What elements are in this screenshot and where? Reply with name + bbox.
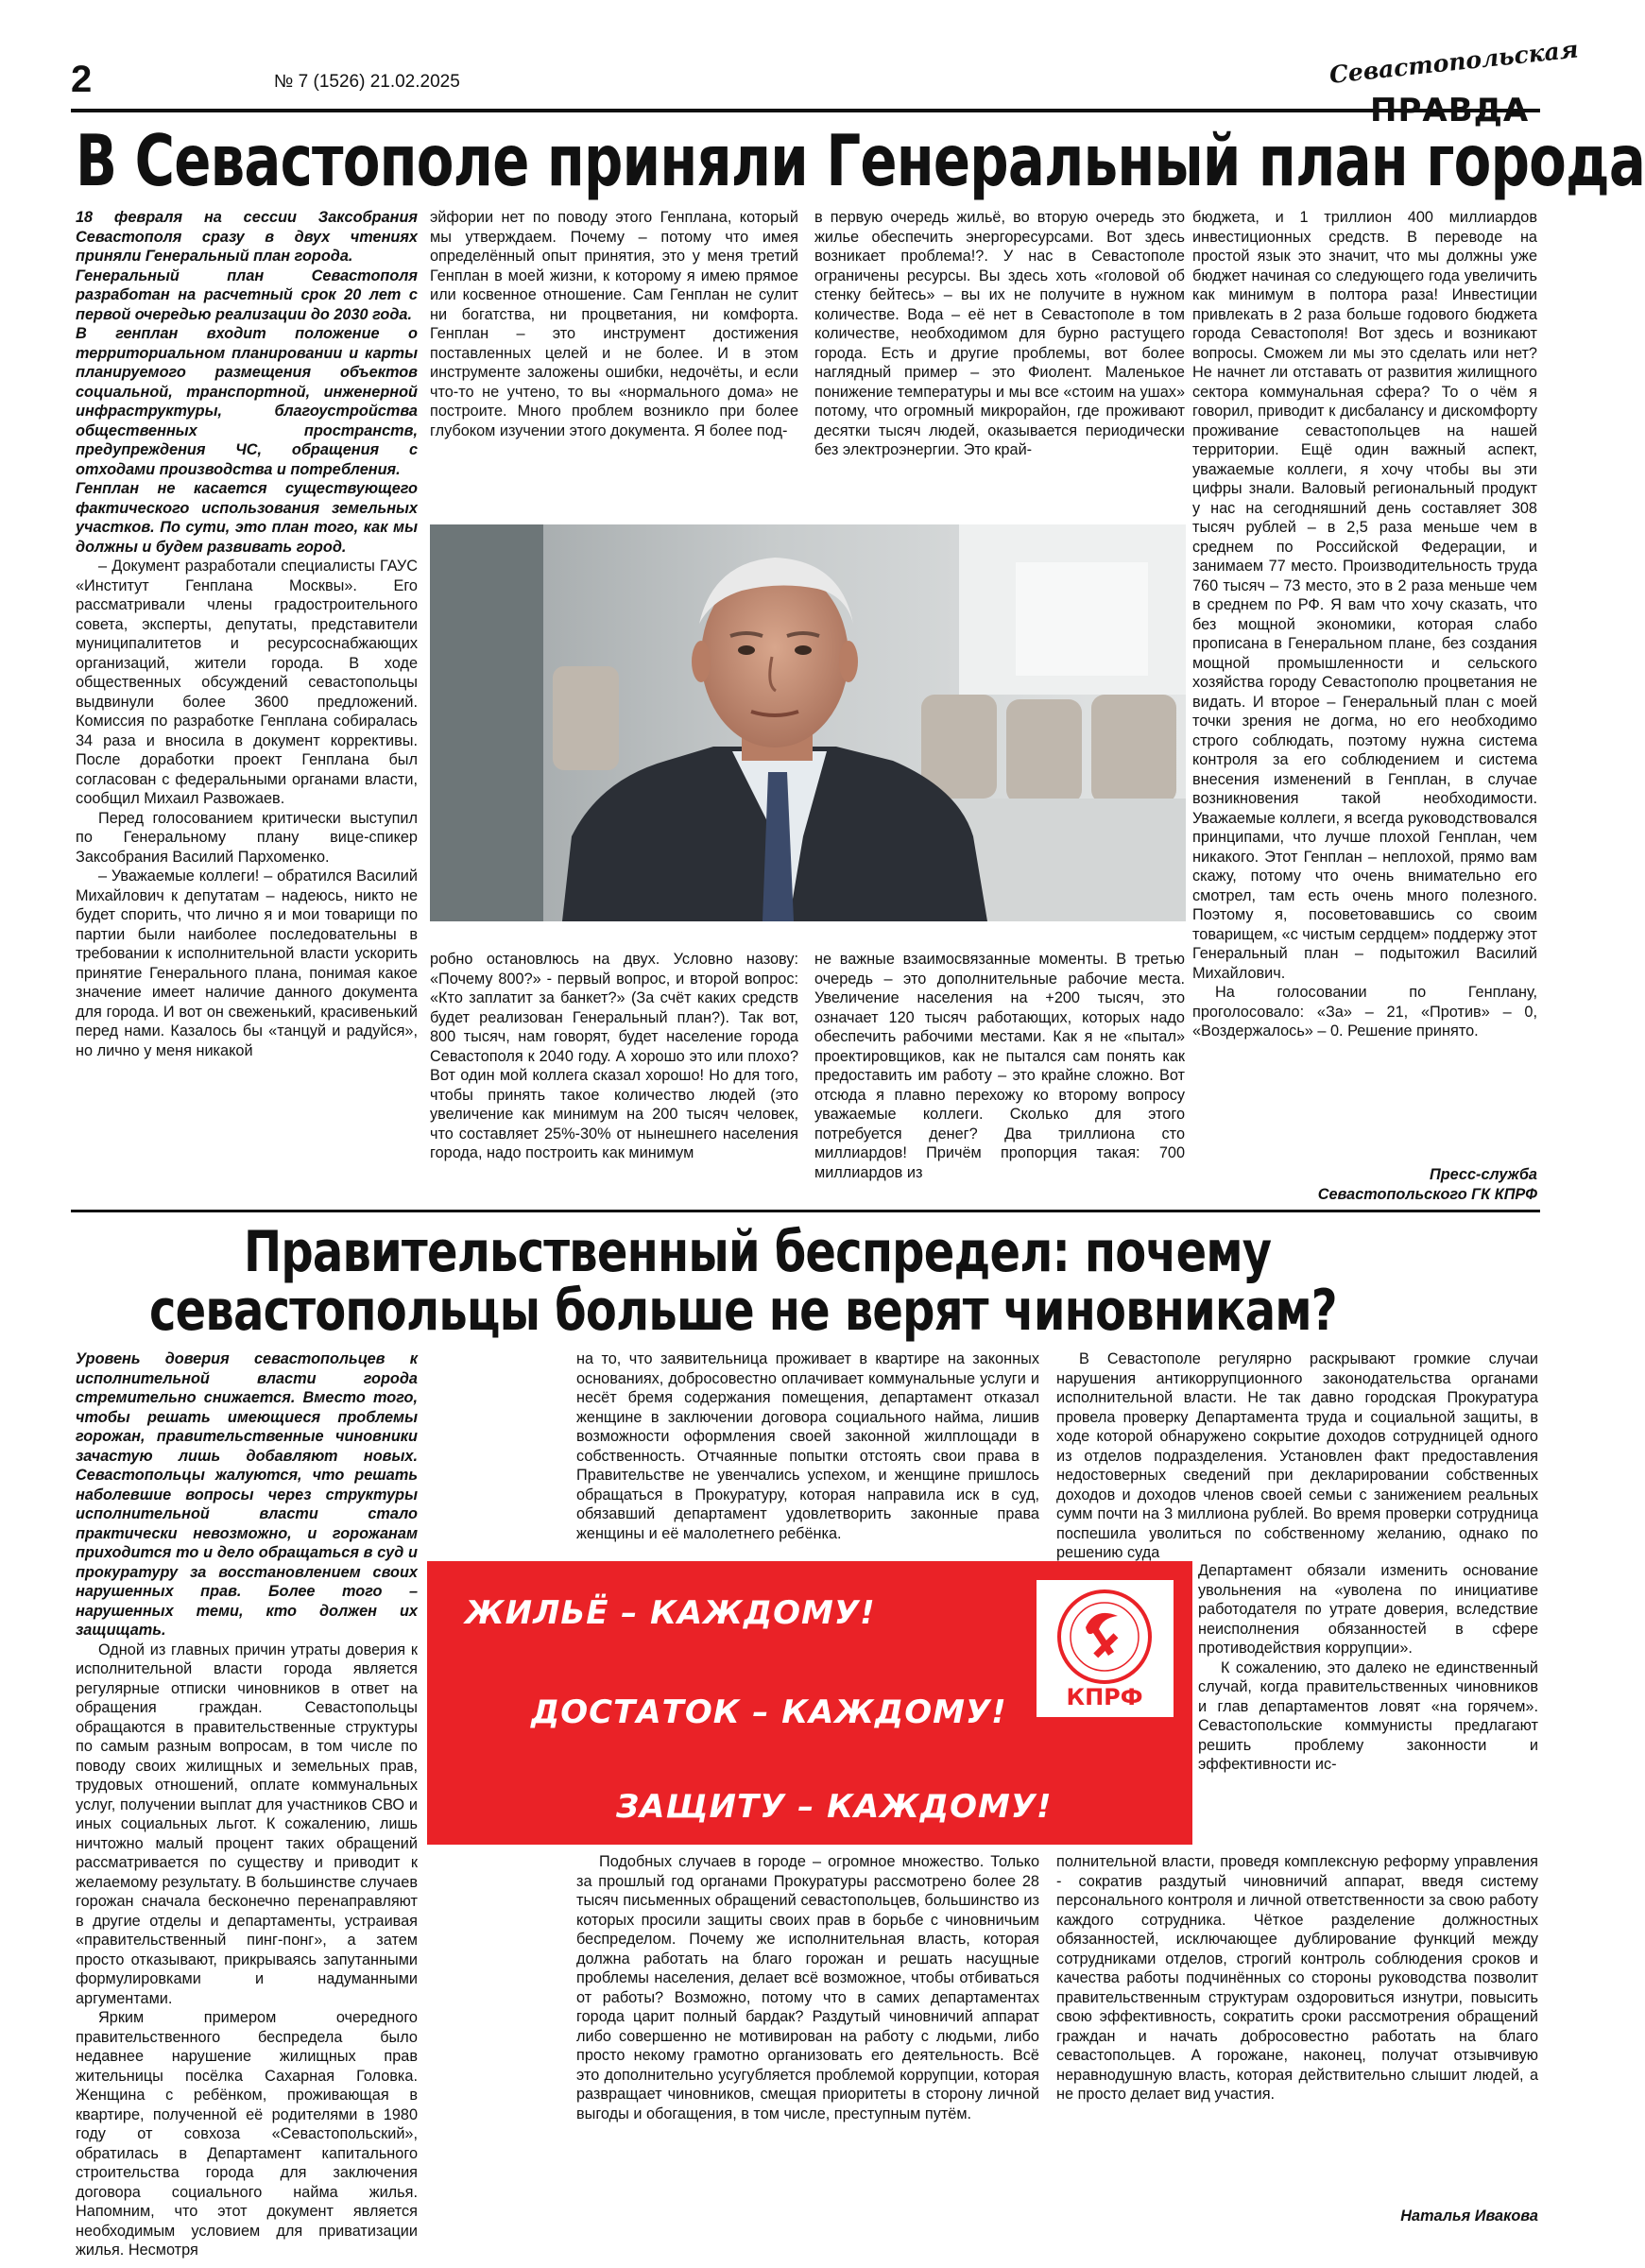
signature-line-1: Пресс-служба bbox=[1430, 1166, 1537, 1183]
logo-top-text: Севастопольская bbox=[1328, 35, 1580, 89]
article2-headline-line2: севастопольцы больше не верят чиновникам? bbox=[149, 1278, 1337, 1344]
article2-col1-paragraph: Уровень доверия севастопольцев к исполнительной власти города стремительно снижается. Вместо того, чтобы решать имеющиеся проблемы горожан, правительственные чиновники зачастую лишь добавляют новых. Севастопольцы жалуются, что решать наболевшие вопросы через структуры исполнительной власти стало практически невозможно, и горожанам приходится то и дело обращаться в суд и прокуратуру за восстановлением своих нарушенных прав. Более того – нарушенных теми, кто должен их защищать. bbox=[76, 1350, 418, 1639]
article1-col2-bottom bbox=[430, 950, 798, 1205]
article2-col3-bottom-text: полнительной власти, проведя комплексную реформу управления - сократив раздутый чиновничий аппарат, введя систему персонального контроля и личной ответственности за свою работу каждого сотрудника. Чёткое разделение должностных обязанностей, исключающее дублирование функций между сотрудниками отделов, строгий контроль соблюдения сроков и качества работы подчинённых со стороны руководства позволит правительственным структурам оздоровиться изнутри, повысить свою эффективность, сократить сроки рассмотрения обращений граждан и начать добросовестно работать на благо севастопольцев. А горожане, наконец, получат отзывчивую неравнодушную власть, которая действительно слышит людей, а не просто делает вид участия. bbox=[1056, 1853, 1538, 2103]
header-rule bbox=[71, 109, 1540, 112]
kprf-slogan-banner bbox=[427, 1561, 1192, 1845]
article1-headline: В Севастополе приняли Генеральный план города bbox=[76, 119, 1645, 202]
banner-line-1: ЖИЛЬЁ – КАЖДОМУ! bbox=[465, 1594, 876, 1632]
article2-col3-mid bbox=[1198, 1561, 1538, 1845]
article1-col3-top-text: в первую очередь жильё, во вторую очередь это жилье обеспечить энергоресурсами. Вот здесь возникает проблема!?. У нас в Севастополе ограничены ресурсы. Вы здесь хоть «головой об стенку бейтесь» – вы их не получите в нужном количестве. Вода – её нет в Севастополе в том количестве, необходимом для бурно растущего города. Есть и другие проблемы, вот более наглядный пример – это Фиолент. Маленькое понижение температуры и мы все «стоим на ушах» потому, что огромный микрорайон, где проживают десятки тысяч людей, оказывается периодически без электроэнергии. Это край- bbox=[814, 209, 1185, 458]
article1-col1 bbox=[76, 208, 418, 1210]
article2-headline-line1: Правительственный беспредел: почему bbox=[244, 1219, 1272, 1285]
article1-col4-paragraph: бюджета, и 1 триллион 400 миллиардов инвестиционных средств. В переводе на простой язык это значит, что мы должны уже бюджет начиная со следующего года увеличить как минимум в полтора раза! Инвестиции привлекать в 2 раза больше годового бюджета города Севастополя! Вот здесь и возникают вопросы. Сможем ли мы это сделать или нет? Не начнет ли отставать от развития жилищного сектора коммунальная сфера? То о чём я говорил, приводит к дисбалансу и дискомфорту проживание севастопольцев на нашей территории. Ещё один важный аспект, уважаемые коллеги, я хочу чтобы вы эти цифры знали. Валовый региональный продукт у нас на сегодняшний день составляет 308 тысяч рублей – в 2,5 раза меньше чем в среднем по Российской Федерации, и занимаем 77 место. Производительность труда 760 тысяч – 73 место, это в 2 раза меньше чем в среднем по РФ. Я вам что хочу сказать, что без мощной экономики, которая слабо прописана в Генеральном плане, без создания мощной промышленности и сельского хозяйства городу Севастополю процветания не видать. И второе – Генеральный план с моей точки зрения не догма, но его необходимо строго соблюдать, поэтому нужна система контроля за его соблюдением и система внесения изменений в Генплан, в случае возникновения такой необходимости. Уважаемые коллеги, я всегда руководствовался принципами, что лучше плохой Генплан, чем никакого. Этот Генплан – неплохой, прямо вам скажу, потому что очень внимательно его смотрел, там есть очень много полезного. Поэтому я, посоветовавшись со своим товарищем, «с чистым сердцем» поддержу этот Генеральный план – подытожил Василий Михайлович. bbox=[1192, 209, 1537, 982]
article1-col3-bottom bbox=[814, 950, 1185, 1205]
banner-line-3: ЗАЩИТУ – КАЖДОМУ! bbox=[616, 1788, 1053, 1826]
article1-col2-bottom-text: робно остановлюсь на двух. Условно назову: «Почему 800?» - первый вопрос, и второй вопрос: «Кто заплатит за банкет?» (За счёт каких средств будет реализован Генеральный план?). Так вот, 800 тысяч, нам говорят, будет население города Севастополя к 2040 году. А хорошо это или плохо? Вот один мой коллега сказал хорошо! Но для того, чтобы принять такое количество людей (это увеличение как минимум на 200 тысяч человек, что составляет 25%-30% от нынешнего населения города, надо построить как минимум bbox=[430, 951, 798, 1161]
article2-col3-top-text: В Севастополе регулярно раскрывают громкие случаи нарушения антикоррупционного законодательства органами исполнительной власти. Не так давно городская Прокуратура провела проверку Департамента труда и социальной защиты, в ходе которой обнаружено сокрытие доходов сотрудницей одного из отделов подразделения. Установлен факт предоставления недостоверных сведений при декларировании собственных доходов и доходов членов своей семьи с занижением реальных сумм почти на 3 миллиона рублей. Во время проверки сотрудница поспешила уволиться по собственному желанию, однако по решению суда bbox=[1056, 1350, 1538, 1561]
article2-col3-mid-text: Департамент обязали изменить основание увольнения на «уволена по инициативе работодателя по утрате доверия, вследствие неисполнения обязанностей в сфере противодействия коррупции». bbox=[1198, 1562, 1538, 1657]
article2-col3-mid2-text: К сожалению, это далеко не единственный случай, когда правительственных чиновников и глав департаментов ловят «на горячем». Севастопольские коммунисты предлагают решить проблему законности и эффективности ис- bbox=[1198, 1658, 1538, 1773]
article1-col2-top-text: эйфории нет по поводу этого Генплана, который мы утверждаем. Почему – потому что имея определённый опыт принятия, это у меня третий Генплан в моей жизни, к которому я имею прямое или косвенное отношение. Сам Генплан не сулит ни богатства, ни процветания, ни комфорта. Генплан – это инструмент достижения поставленных целей и не более. И в этом инструменте заложены ошибки, недочёты, и если что-то не учтено, то вы «нормального дома» не построите. Много проблем возникло при более глубоком изучении этого документа. Я более под- bbox=[430, 209, 798, 439]
article1-col1-paragraph: 18 февраля на сессии Заксобрания Севастополя сразу в двух чтениях приняли Генеральный план города. bbox=[76, 209, 418, 265]
article2-author: Наталья Ивакова bbox=[1400, 2208, 1538, 2225]
article2-col3-top bbox=[1056, 1349, 1538, 1561]
article2-col1-paragraph: Одной из главных причин утраты доверия к исполнительной власти города является регулярные отписки чиновников в ответ на обращения граждан. Севастопольцы обращаются в правительственные структуры по самым разным вопросам, в том числе по поводу своих жилищных и земельных прав, трудовых отношений, оплате коммунальных услуг, получении выплат для участников СВО и иных социальных льгот. К сожалению, лишь ничтожно малый процент таких обращений рассматривается по существу и приводит к желаемому результату. В большинстве случаев горожан сначала бесконечно перенаправляют в другие отделы и департаменты, устраивая «правительственный пинг-понг», а затем просто отказывают, прикрываясь запутанными формулировками и надуманными аргументами. bbox=[76, 1641, 418, 2007]
article2-col2-bottom bbox=[576, 1852, 1039, 2207]
article2-col2-bottom-text: Подобных случаев в городе – огромное множество. Только за прошлый год органами Прокуратуры рассмотрено более 28 тысяч письменных обращений севастопольцев, большинство из которых просили защиты своих прав в борьбе с чиновничьим беспределом. Почему же исполнительная власть, которая должна работать на благо горожан и решать насущные проблемы населения, делает всё возможное, чтобы отбиваться от работы? Возможно, потому что в самих департаментах города царит полный бардак? Раздутый чиновничий аппарат либо совершенно не мотивирован на работу с людьми, либо просто некому грамотно организовать его деятельность. Всё это дополнительно усугубляется проблемой коррупции, которая развращает чиновников, смещая приоритеты в сторону личной выгоды и обогащения, в том числе, преступным путём. bbox=[576, 1853, 1039, 2122]
speaker-photo bbox=[430, 524, 1186, 921]
page-number: 2 bbox=[71, 59, 93, 100]
article1-col1-paragraph: Генеральный план Севастополя разработан на расчетный срок 20 лет с первой очередью реализации до 2030 года. bbox=[76, 266, 418, 323]
logo-bottom-text: ПРАВДА bbox=[1370, 92, 1530, 129]
article1-col4 bbox=[1192, 208, 1537, 1158]
kprf-logo bbox=[1037, 1580, 1174, 1717]
article2-col2-top-text: на то, что заявительница проживает в квартире на законных основаниях, добросовестно оплачивает коммунальные услуги и несёт бремя содержания помещения, департамент отказал женщине в заключении договора социального найма, лишив возможности оформления своей законной жилплощади в собственность. Отчаянные попытки отстоять свои права в Правительстве не увенчались успехом, и женщине пришлось обращаться в Прокуратуру, которая направила иск в суд, обязавший департамент удовлетворить законные права женщины и её малолетнего ребёнка. bbox=[576, 1350, 1039, 1542]
article2-col3-bottom bbox=[1056, 1852, 1538, 2202]
signature-line-2: Севастопольского ГК КПРФ bbox=[1317, 1185, 1537, 1203]
article1-col2-top bbox=[430, 208, 798, 524]
article1-col4-paragraph: На голосовании по Генплану, проголосовало: «За» – 21, «Против» – 0, «Воздержалось» – 0. Решение принято. bbox=[1192, 984, 1537, 1040]
article1-col1-paragraph: – Документ разработали специалисты ГАУС «Институт Генплана Москвы». Его рассматривали члены градостроительного совета, эксперты, депутаты, представители муниципалитетов и ресурсоснабжающих организаций, жители города. В ходе общественных обсуждений севастопольцы выдвинули более 3600 предложений. Комиссия по разработке Генплана собиралась 34 раза и вносила в документ коррективы. После доработки проект Генплана был согласован с федеральными органами власти, сообщил Михаил Развожаев. bbox=[76, 558, 418, 807]
article2-col1 bbox=[76, 1349, 418, 2259]
issue-info: № 7 (1526) 21.02.2025 bbox=[274, 72, 460, 92]
article2-col2-top bbox=[576, 1349, 1039, 1557]
article1-col3-bottom-text: не важные взаимосвязанные моменты. В третью очередь – это дополнительные рабочие места. Увеличение населения на +200 тысяч, это означает 120 тысяч работающих, которых надо обеспечить рабочими местами. Как я не «пытал» проектировщиков, как не пытался сам понять как предоставить им работу – это крайне сложно. Вот отсюда я плавно перехожу ко второму вопросу уважаемые коллеги. Сколько для этого потребуется денег? Два триллиона сто миллиардов! Причём пропорция такая: 700 миллиардов из bbox=[814, 951, 1185, 1181]
article-separator bbox=[71, 1210, 1540, 1212]
kprf-logo-text: КПРФ bbox=[1066, 1684, 1143, 1710]
banner-line-2: ДОСТАТОК – КАЖДОМУ! bbox=[531, 1693, 1007, 1731]
article1-col1-paragraph: – Уважаемые коллеги! – обратился Василий Михайлович к депутатам – надеюсь, никто не будет спорить, что лично я и мои товарищи по партии были наиболее последовательны в требовании к исполнительной власти ускорить принятие Генерального плана, понимая какое значение имеет наличие данного документа для города. И вот он свеженький, красивенький перед нами. Казалось бы «танцуй и радуйся», но лично у меня никакой bbox=[76, 868, 418, 1059]
article1-col3-top bbox=[814, 208, 1185, 524]
article1-col1-paragraph: В генплан входит положение о территориальном планировании и карты планируемого размещения объектов социальной, транспортной, инженерной инфраструктуры, благоустройства общественных пространств, предупреждения ЧС, обращения с отходами производства и потребления. bbox=[76, 325, 418, 478]
article1-col1-paragraph: Перед голосованием критически выступил по Генеральному плану вице-спикер Заксобрания Василий Пархоменко. bbox=[76, 809, 418, 866]
article2-col1-paragraph: Ярким примером очередного правительственного беспредела было недавнее нарушение жилищных прав жительницы посёлка Сахарная Головка. Женщина с ребёнком, проживающая в квартире, полученной её родителями в 1980 году от совхоза «Севастопольский», обратилась в Департамент капитального строительства города для заключения договора социального найма жилья. Напомним, что этот документ является необходимым условием для приватизации жилья. Несмотря bbox=[76, 2009, 418, 2259]
article1-col1-paragraph: Генплан не касается существующего фактического использования земельных участков. По сути, это план того, как мы должны и будем развивать город. bbox=[76, 480, 418, 556]
article1-signature bbox=[1192, 1165, 1537, 1204]
